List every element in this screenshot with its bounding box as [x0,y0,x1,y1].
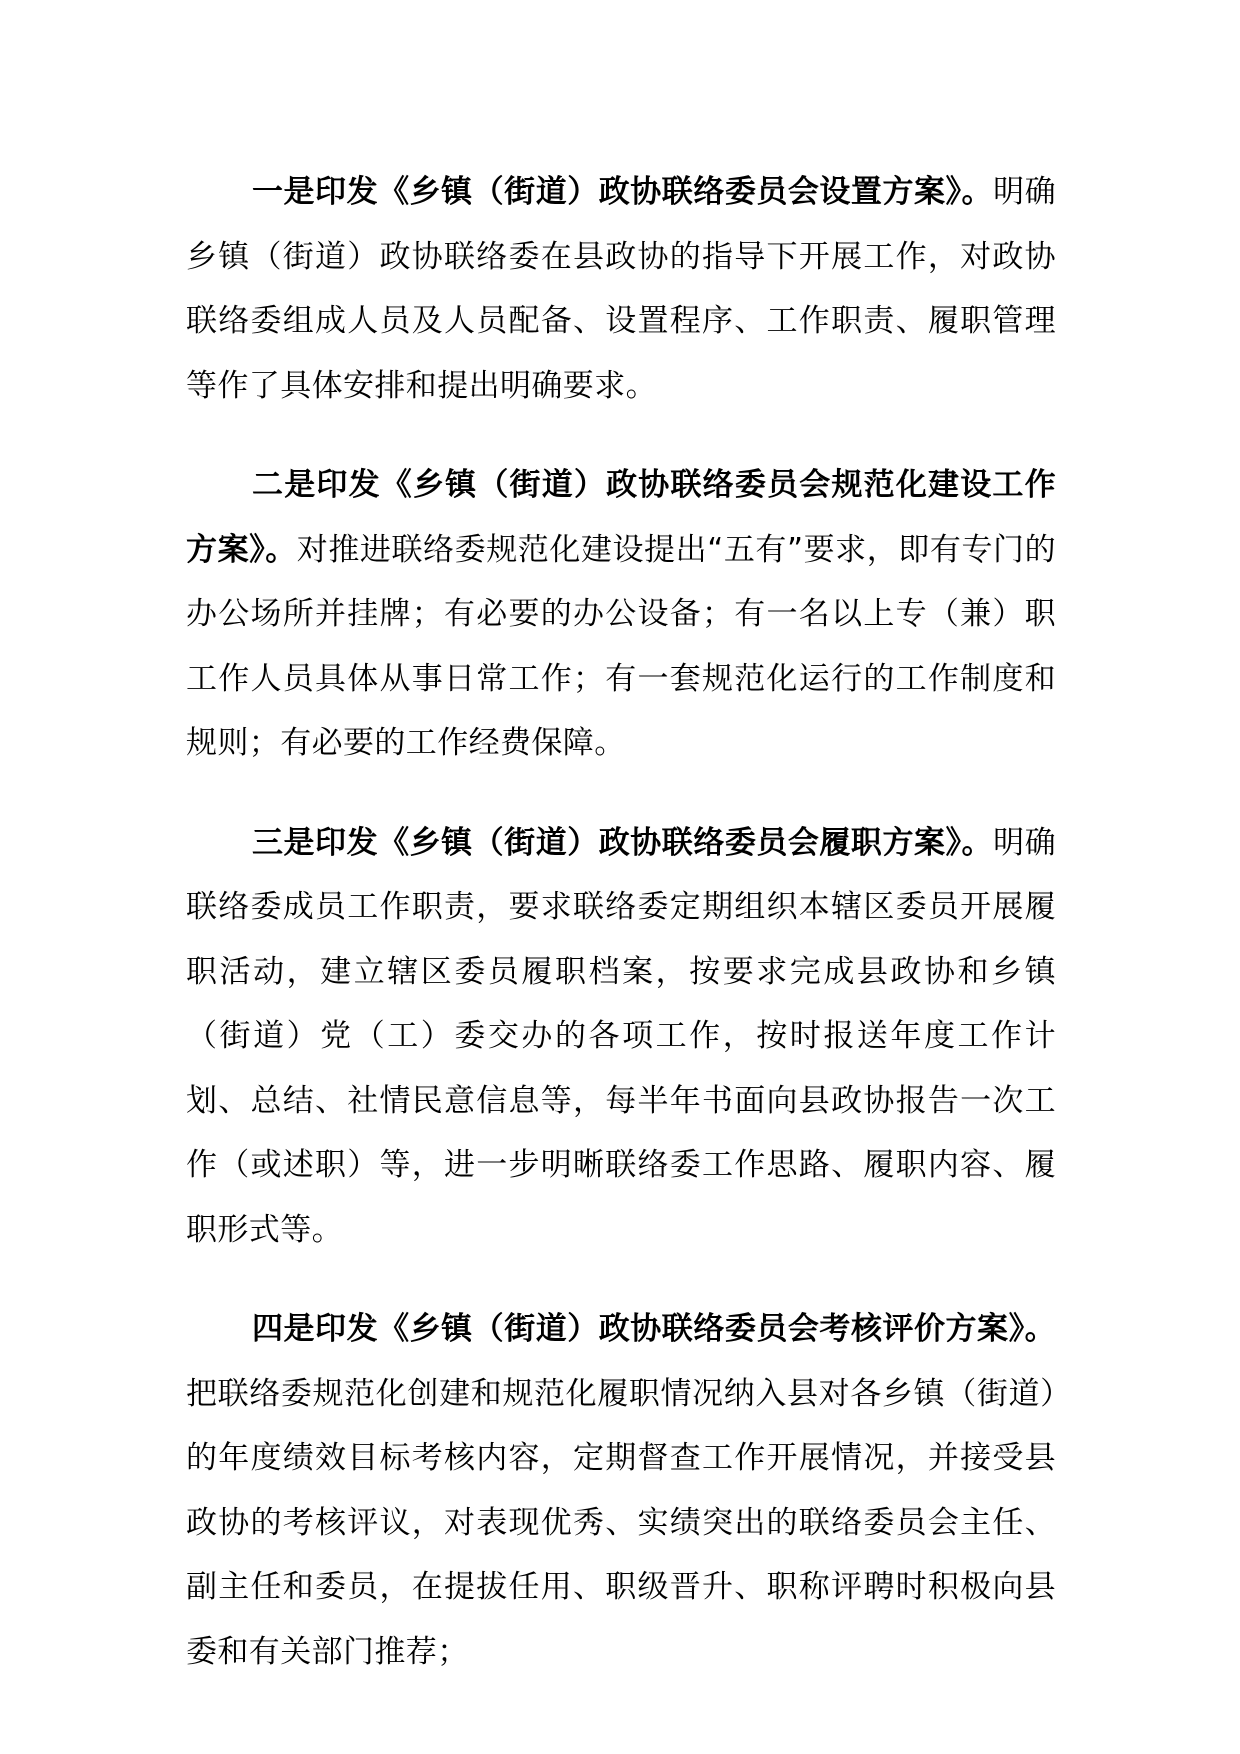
paragraph-3 [186,811,1056,1263]
paragraph-3-body: 明确联络委成员工作职责，要求联络委定期组织本辖区委员开展履职活动，建立辖区委员履职档案，按要求完成县政协和乡镇（街道）党（工）委交办的各项工作，按时报送年度工作计划、总结、社情民意信息等，每半年书面向县政协报告一次工作（或述职）等，进一步明晰联络委工作思路、履职内容、履职形式等。 [186,824,1056,1248]
paragraph-2-lead: 二是印发《乡镇（街道）政协联络委员会规范化建设工作方案》。 [186,467,1056,568]
document-page [186,160,1056,1719]
paragraph-2-body: 对推进联络委规范化建设提出“五有”要求，即有专门的办公场所并挂牌；有必要的办公设备；有一名以上专（兼）职工作人员具体从事日常工作；有一套规范化运行的工作制度和规则；有必要的工作经费保障。 [186,531,1056,761]
paragraph-1-lead: 一是印发《乡镇（街道）政协联络委员会设置方案》。 [252,174,994,210]
paragraph-1 [186,160,1056,418]
paragraph-4 [186,1297,1056,1684]
paragraph-4-body: 把联络委规范化创建和规范化履职情况纳入县对各乡镇（街道）的年度绩效目标考核内容，定期督查工作开展情况，并接受县政协的考核评议，对表现优秀、实绩突出的联络委员会主任、副主任和委员，在提拔任用、职级晋升、职称评聘时积极向县委和有关部门推荐； [186,1375,1056,1670]
paragraph-3-lead: 三是印发《乡镇（街道）政协联络委员会履职方案》。 [252,824,994,861]
paragraph-1-body: 明确乡镇（街道）政协联络委在县政协的指导下开展工作，对政协联络委组成人员及人员配备、设置程序、工作职责、履职管理等作了具体安排和提出明确要求。 [186,174,1056,404]
paragraph-4-lead: 四是印发《乡镇（街道）政协联络委员会考核评价方案》。 [252,1311,1056,1347]
paragraph-2 [186,453,1056,776]
